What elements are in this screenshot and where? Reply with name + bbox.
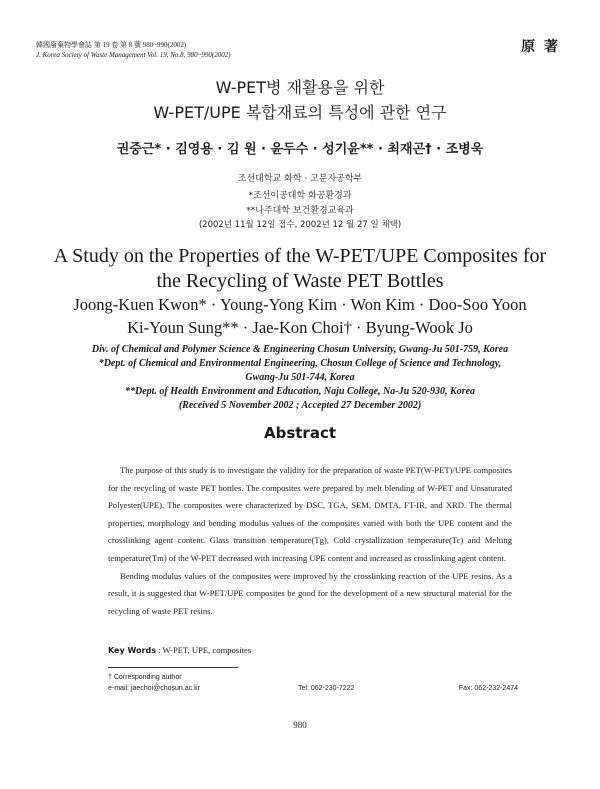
korean-title-line2: W-PET/UPE 복합재료의 특성에 관한 연구 [153,103,447,122]
english-affiliation-3: **Dept. of Health Environment and Education, Naju College, Na-Ju 520-930, Korea [124,386,476,397]
journal-header-korean: 韓國廢棄物學會誌 第 19 卷 第 8 號 980~990(2002) [36,41,187,49]
korean-authors: 권중근* · 김영용 · 김 원 · 윤두수 · 성기윤** · 최재곤† · 조병욱 [116,142,484,157]
keywords-label: Key Words [108,646,156,655]
english-authors-line1: Joong-Kuen Kwon* · Young-Yong Kim · Won Kim · Doo-Soo Yoon [73,295,527,314]
english-affiliation-2: *Dept. of Chemical and Environmental Engineering, Chosun College of Science and Technology, [98,358,502,369]
author-fax: Fax: 062-232-2474 [458,685,518,692]
keywords-text: W-PET, UPE, composites [162,645,252,655]
korean-title-line1: W-PET병 재활용을 위한 [215,78,385,97]
keywords [108,645,251,655]
corresponding-author-note: † Corresponding author [108,674,182,681]
english-affiliation-1: Div. of Chemical and Polymer Science & Engineering Chosun University, Gwang-Ju 501-759, Korea [91,344,509,355]
english-received-date: (Received 5 November 2002 ; Accepted 27 December 2002) [178,400,422,411]
english-affiliation-2-city: Gwang-Ju 501-744, Korea [245,372,355,383]
korean-received-date: (2002년 11월 12일 접수, 2002년 12 월 27 일 채택) [198,220,402,230]
journal-header [36,40,231,60]
english-title-line2: the Recycling of Waste PET Bottles [156,270,444,292]
korean-affiliation-1: 조선대학교 화학 · 고분자공학부 [237,174,363,184]
korean-affiliation-3: **나주대학 보건환경교육과 [246,206,354,216]
page-number: 980 [293,720,307,730]
abstract-paragraph-1: The purpose of this study is to investigate the validity for the preparation of waste PET(W-PET)/UPE composites for the recycling of waste PET bottles. The composites were prepared by melt blending of W-PET and Unsaturated Polyester(UPE). The composites were characterized by DSC, TGA, SEM, DMTA, FT-IR, and XRD. The thermal properties, morphology and bending modulus values of the composites varied with both the UPE content and the crosslinking agent content. Glass transition temperature(Tg), Cold crystallization temperature(Tc) and Melting temperature(Tm) of the W-PET decreased with increasing UPE content and increased as crosslinking agent content. [108,465,512,563]
footnote [108,672,518,694]
author-telephone: Tel: 062-230-7222 [298,685,355,692]
journal-header-english: J. Korea Society of Waste Management Vol. 19, No.8, 980~990(2002) [36,51,231,59]
korean-affiliation-2: *조선이공대학 화공환경과 [248,191,352,201]
english-title-line1: A Study on the Properties of the W-PET/UPE Composites for [53,245,547,267]
abstract-body [108,462,512,620]
author-email: e-mail: jaechoi@chosun.ac.kr [108,685,200,692]
english-authors-line2: Ki-Youn Sung** · Jae-Kon Choi† · Byung-Wook Jo [127,318,473,337]
abstract-heading: Abstract [263,424,337,442]
footnote-divider [108,667,238,668]
article-type-label: 原 著 [521,39,560,55]
keywords-separator: : [158,645,163,655]
abstract-paragraph-2: Bending modulus values of the composites were improved by the crosslinking reaction of the UPE resins. As a result, it is suggested that W-PET/UPE composites be good for the development of a new structural material for the recycling of waste PET resins. [108,570,512,616]
